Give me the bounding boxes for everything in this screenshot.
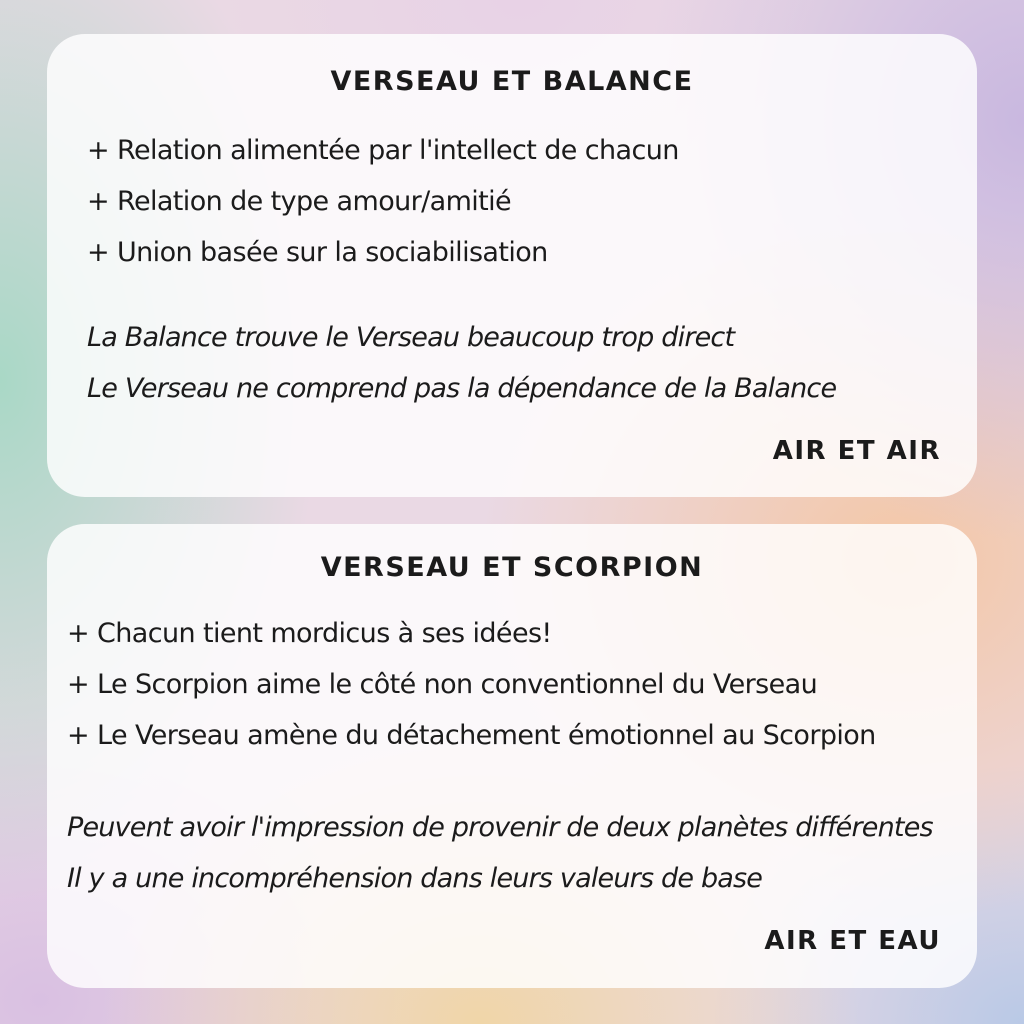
compatibility-card-balance	[47, 34, 977, 497]
note-item: Peuvent avoir l'impression de provenir de deux planètes différentes	[67, 812, 933, 843]
positives-list	[87, 125, 679, 278]
element-label: AIR ET EAU	[764, 926, 941, 956]
note-item: La Balance trouve le Verseau beaucoup trop direct	[87, 322, 735, 353]
notes-list	[67, 802, 933, 904]
positive-item: + Union basée sur la sociabilisation	[87, 237, 548, 268]
positive-item: + Relation de type amour/amitié	[87, 186, 512, 217]
note-item: Le Verseau ne comprend pas la dépendance de la Balance	[87, 373, 837, 404]
element-label: AIR ET AIR	[772, 436, 941, 466]
positive-item: + Le Scorpion aime le côté non conventionnel du Verseau	[67, 669, 818, 700]
notes-list	[87, 312, 836, 414]
card-title: VERSEAU ET SCORPION	[320, 552, 704, 583]
note-item: Il y a une incompréhension dans leurs valeurs de base	[67, 863, 763, 894]
card-title: VERSEAU ET BALANCE	[330, 66, 694, 97]
positive-item: + Le Verseau amène du détachement émotionnel au Scorpion	[67, 720, 876, 751]
compatibility-card-scorpion	[47, 524, 977, 988]
positives-list	[67, 608, 876, 761]
positive-item: + Chacun tient mordicus à ses idées!	[67, 618, 552, 649]
positive-item: + Relation alimentée par l'intellect de chacun	[87, 135, 679, 166]
